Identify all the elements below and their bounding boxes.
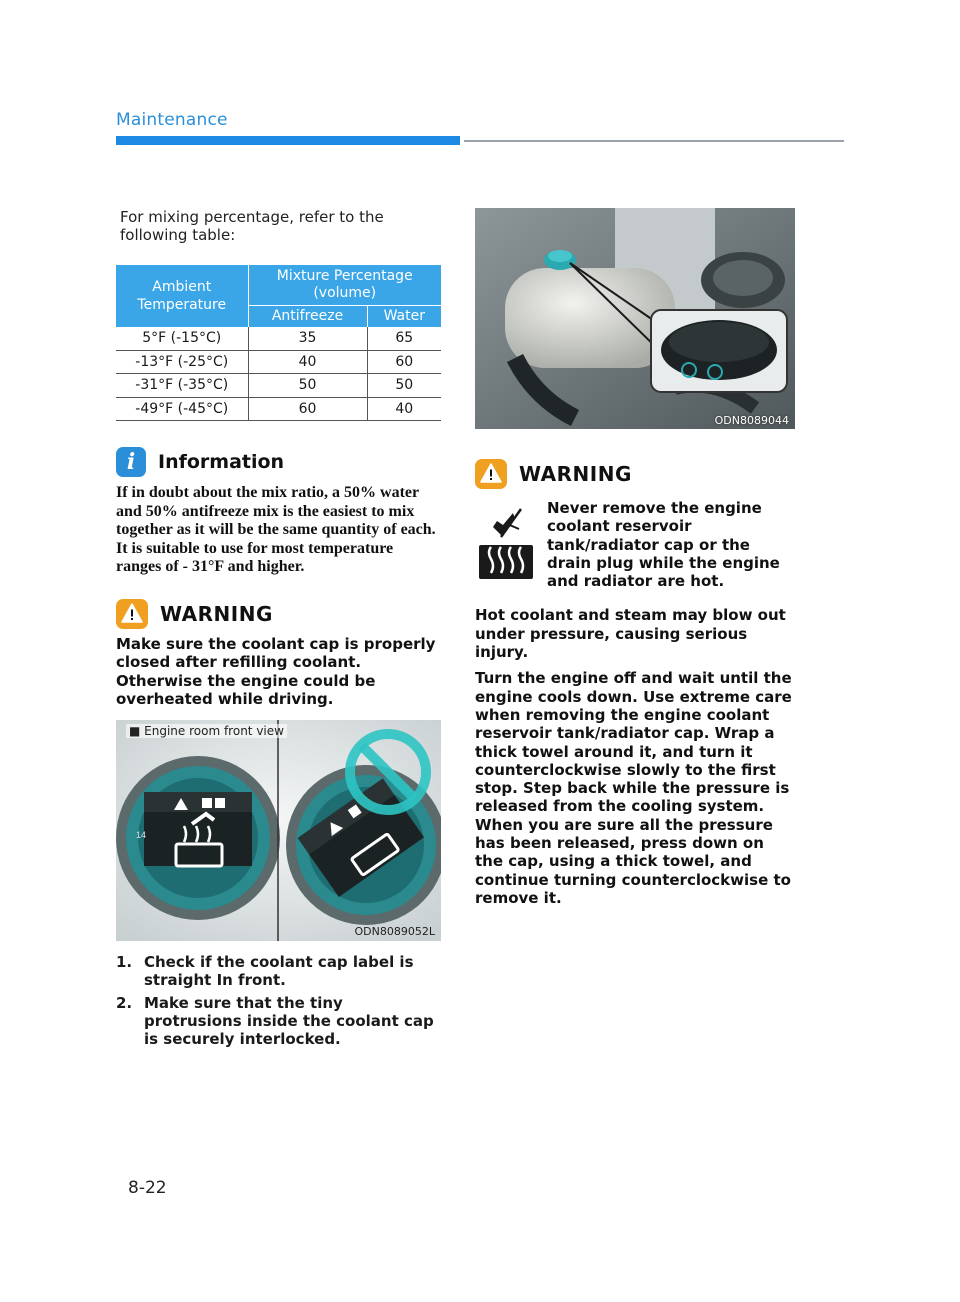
intro-text: For mixing percentage, refer to the following table: <box>120 208 384 244</box>
page-number: 8-22 <box>128 1178 167 1198</box>
reservoir-cap-photo <box>475 208 795 429</box>
table-row <box>116 327 441 351</box>
hot-warning-icons <box>475 503 537 590</box>
header-rule <box>464 140 844 142</box>
hot-warning-text: Never remove the engine coolant reservoir tank/radiator cap or the drain plug while the engine and radiator are hot. <box>547 499 780 591</box>
cell-antifreeze: 50 <box>248 374 367 398</box>
col-mixture-percentage: Mixture Percentage (volume) <box>248 265 441 305</box>
list-item <box>116 953 441 990</box>
cell-temp: -13°F (-25°C) <box>116 350 248 374</box>
table-row <box>116 350 441 374</box>
warning-header <box>116 599 441 629</box>
warning-title: WARNING <box>519 462 632 486</box>
cell-water: 65 <box>367 327 441 351</box>
warning-paragraph: Turn the engine off and wait until the engine cools down. Use extreme care when removing the engine coolant reservoir tank/radiator cap. Wrap a thick towel around it, and turn it counterclockwise slowly to the first stop. Step back while the pressure is released from the cooling system. When you are sure all the pressure has been released, press down on the cap, using a thick towel, and continue turning counterclockwise to remove it. <box>475 669 792 907</box>
step-text: Make sure that the tiny protrusions inside the coolant cap is securely interlocked. <box>144 993 434 1049</box>
cell-temp: 5°F (-15°C) <box>116 327 248 351</box>
reservoir-cap-figure <box>475 208 795 429</box>
left-column <box>116 208 441 1053</box>
col-ambient-temperature: Ambient Temperature <box>116 265 248 327</box>
warning-title: WARNING <box>160 601 273 626</box>
step-text: Check if the coolant cap label is straight In front. <box>144 953 414 990</box>
cell-water: 40 <box>367 397 441 421</box>
table-row <box>116 374 441 398</box>
information-header <box>116 447 441 477</box>
cell-temp: -31°F (-35°C) <box>116 374 248 398</box>
cell-antifreeze: 35 <box>248 327 367 351</box>
list-item <box>116 994 441 1049</box>
coolant-mix-table <box>116 265 441 421</box>
col-antifreeze: Antifreeze <box>248 305 367 327</box>
cell-water: 60 <box>367 350 441 374</box>
information-body: If in doubt about the mix ratio, a 50% water and 50% antifreeze mix is the easiest to mix together as it will be the same quantity of each. It is suitable to use for most temperature ranges of - 31°F and higher. <box>116 484 436 576</box>
information-title: Information <box>158 451 285 473</box>
cell-antifreeze: 40 <box>248 350 367 374</box>
info-icon: i <box>116 447 146 477</box>
step-number: 2. <box>116 993 133 1012</box>
warning-triangle-icon <box>116 599 148 629</box>
no-hand-hot-radiator-icon <box>475 503 537 583</box>
cell-antifreeze: 60 <box>248 397 367 421</box>
warning-triangle-icon <box>475 459 507 489</box>
col-water: Water <box>367 305 441 327</box>
cell-temp: -49°F (-45°C) <box>116 397 248 421</box>
warning-paragraph: Hot coolant and steam may blow out under pressure, causing serious injury. <box>475 606 786 662</box>
step-number: 1. <box>116 953 133 972</box>
section-title: Maintenance <box>116 110 228 130</box>
engine-room-figure <box>116 720 441 941</box>
check-steps-list <box>116 953 441 1048</box>
warning-body: Make sure the coolant cap is properly closed after refilling coolant. Otherwise the engine could be overheated while driving. <box>116 634 436 708</box>
header-accent-bar <box>116 136 460 145</box>
svg-text:14: 14 <box>136 830 147 841</box>
right-column <box>475 208 795 907</box>
coolant-cap-illustration <box>116 720 441 941</box>
figure-caption: ■ Engine room front view <box>126 724 287 738</box>
figure-code: ODN8089044 <box>714 414 789 427</box>
warning-header <box>475 459 795 489</box>
table-row <box>116 397 441 421</box>
cell-water: 50 <box>367 374 441 398</box>
hot-warning-row <box>475 499 795 590</box>
figure-code: ODN8089052L <box>354 925 435 939</box>
